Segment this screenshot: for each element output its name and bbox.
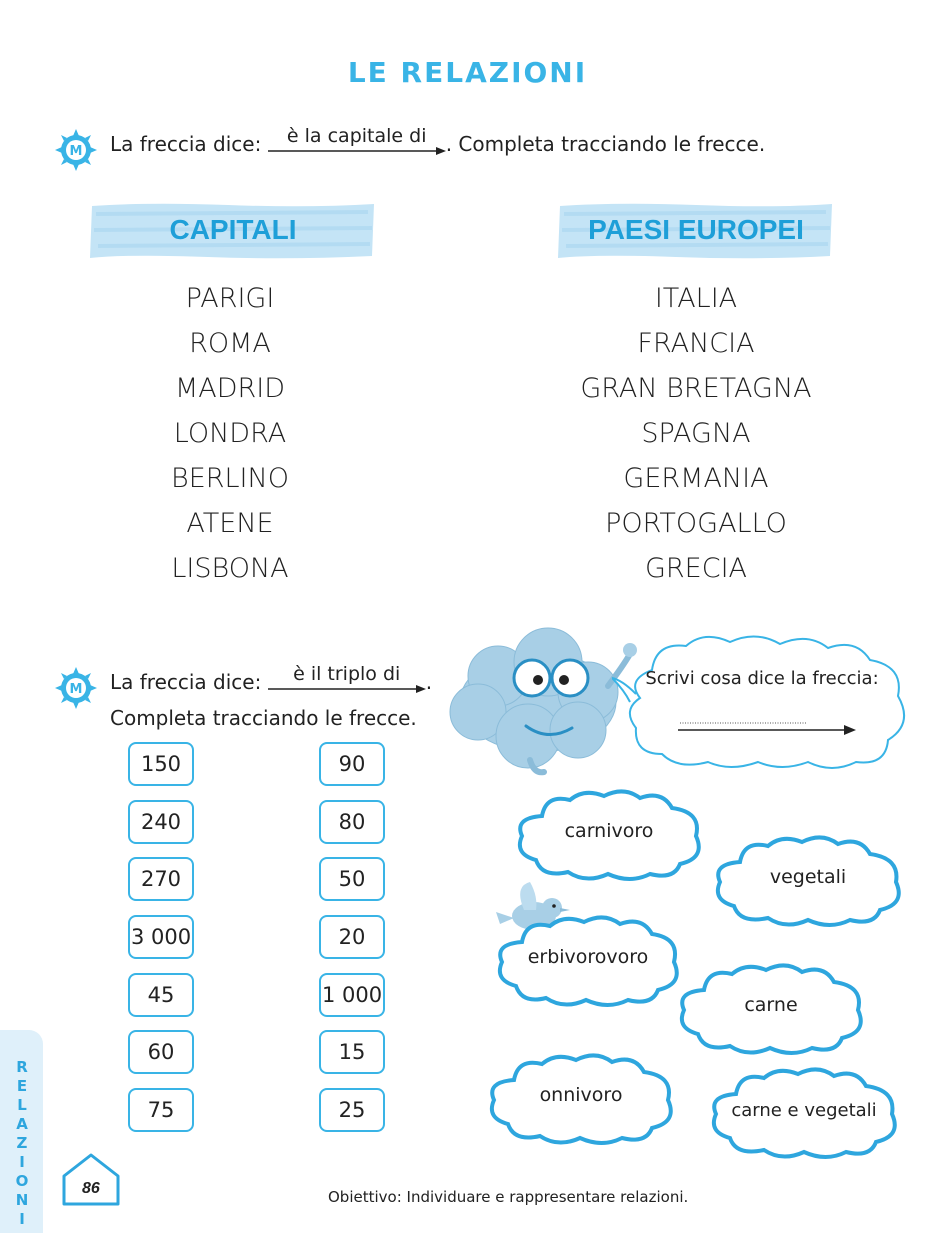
arrow-icon xyxy=(268,684,426,694)
number-box-right[interactable]: 90 xyxy=(319,742,385,786)
word-cloud[interactable] xyxy=(492,912,684,1008)
cloud-mascot-icon xyxy=(438,626,638,778)
capital-item[interactable]: ATENE xyxy=(186,508,274,539)
word-cloud[interactable] xyxy=(710,832,906,928)
page-title: LE RELAZIONI xyxy=(347,56,588,89)
blank-arrow-icon[interactable] xyxy=(678,722,858,736)
country-item[interactable]: SPAGNA xyxy=(641,418,751,449)
footer-objective: Obiettivo: Individuare e rappresentare relazioni. xyxy=(328,1188,689,1206)
cloud-label: vegetali xyxy=(769,866,847,888)
capitals-list xyxy=(130,276,330,591)
exercise2-arrow-label: è il triplo di xyxy=(293,663,401,685)
speech-cloud xyxy=(612,630,912,770)
country-item[interactable]: FRANCIA xyxy=(637,328,755,359)
sidebar-letter: I xyxy=(19,1153,25,1171)
svg-text:M: M xyxy=(69,144,83,159)
country-item[interactable]: GERMANIA xyxy=(623,463,769,494)
number-box-left[interactable]: 240 xyxy=(128,800,194,844)
word-cloud[interactable] xyxy=(512,786,706,882)
capital-item[interactable]: PARIGI xyxy=(185,283,275,314)
exercise2-arrow xyxy=(268,664,426,694)
country-item[interactable]: ITALIA xyxy=(654,283,738,314)
countries-header xyxy=(556,200,836,262)
exercise2-instruction xyxy=(110,664,432,694)
cloud-label: carnivoro xyxy=(564,820,654,842)
exercise1-suffix: . Completa tracciando le frecce. xyxy=(445,132,766,156)
speech-text: Scrivi cosa dice la freccia: xyxy=(645,668,879,689)
country-item[interactable]: GRAN BRETAGNA xyxy=(580,373,812,404)
number-box-left[interactable]: 150 xyxy=(128,742,194,786)
capital-item[interactable]: MADRID xyxy=(174,373,286,404)
sidebar-letter: E xyxy=(16,1077,28,1095)
number-box-right[interactable]: 1 000 xyxy=(319,973,385,1017)
svg-text:M: M xyxy=(69,682,83,697)
countries-list xyxy=(560,276,832,591)
number-box-right[interactable]: 25 xyxy=(319,1088,385,1132)
number-box-left[interactable]: 45 xyxy=(128,973,194,1017)
word-cloud[interactable] xyxy=(674,960,868,1056)
exercise2-line2: Completa tracciando le frecce. xyxy=(110,706,417,730)
number-box-left[interactable]: 3 000 xyxy=(128,915,194,959)
exercise2-prefix: La freccia dice: xyxy=(110,670,262,694)
sidebar-letter: L xyxy=(17,1096,27,1114)
number-box-left[interactable]: 270 xyxy=(128,857,194,901)
sidebar-letter: N xyxy=(15,1191,29,1209)
exercise1-instruction xyxy=(110,126,765,156)
sidebar-label-letters xyxy=(14,1058,30,1229)
capital-item[interactable]: LONDRA xyxy=(173,418,287,449)
sidebar-letter: I xyxy=(19,1210,25,1228)
arrow-icon xyxy=(268,146,446,156)
speech-cloud-shape-icon xyxy=(612,630,912,770)
m-badge-icon xyxy=(54,666,98,710)
number-box-left[interactable]: 60 xyxy=(128,1030,194,1074)
m-badge-icon xyxy=(54,128,98,172)
cloud-label: erbivorovoro xyxy=(527,946,649,968)
capital-item[interactable]: BERLINO xyxy=(171,463,289,494)
number-box-right[interactable]: 20 xyxy=(319,915,385,959)
sidebar-letter: O xyxy=(15,1172,29,1190)
exercise1-arrow-label: è la capitale di xyxy=(286,125,427,147)
capitals-header xyxy=(88,200,378,262)
exercise1-arrow xyxy=(268,126,446,156)
country-item[interactable]: PORTOGALLO xyxy=(605,508,787,539)
sidebar-letter: A xyxy=(16,1115,28,1133)
cloud-label: carne xyxy=(744,994,798,1016)
country-item[interactable]: GRECIA xyxy=(644,553,748,584)
countries-header-text: PAESI EUROPEI xyxy=(588,214,804,245)
sidebar-letter: R xyxy=(16,1058,28,1076)
capitals-header-text: CAPITALI xyxy=(169,214,297,245)
sidebar-letter: Z xyxy=(16,1134,28,1152)
number-box-right[interactable]: 50 xyxy=(319,857,385,901)
sidebar-label xyxy=(14,1058,30,1229)
number-box-right[interactable]: 80 xyxy=(319,800,385,844)
cloud-label: carne e vegetali xyxy=(731,1100,877,1121)
capital-item[interactable]: ROMA xyxy=(189,328,271,359)
exercise1-prefix: La freccia dice: xyxy=(110,132,262,156)
word-cloud[interactable] xyxy=(484,1050,678,1146)
number-box-left[interactable]: 75 xyxy=(128,1088,194,1132)
capital-item[interactable]: LISBONA xyxy=(171,553,289,584)
page-number: 86 xyxy=(82,1180,100,1197)
exercise2-suffix: . xyxy=(425,670,433,694)
word-cloud[interactable] xyxy=(706,1064,902,1160)
cloud-label: onnivoro xyxy=(539,1084,623,1106)
number-box-right[interactable]: 15 xyxy=(319,1030,385,1074)
